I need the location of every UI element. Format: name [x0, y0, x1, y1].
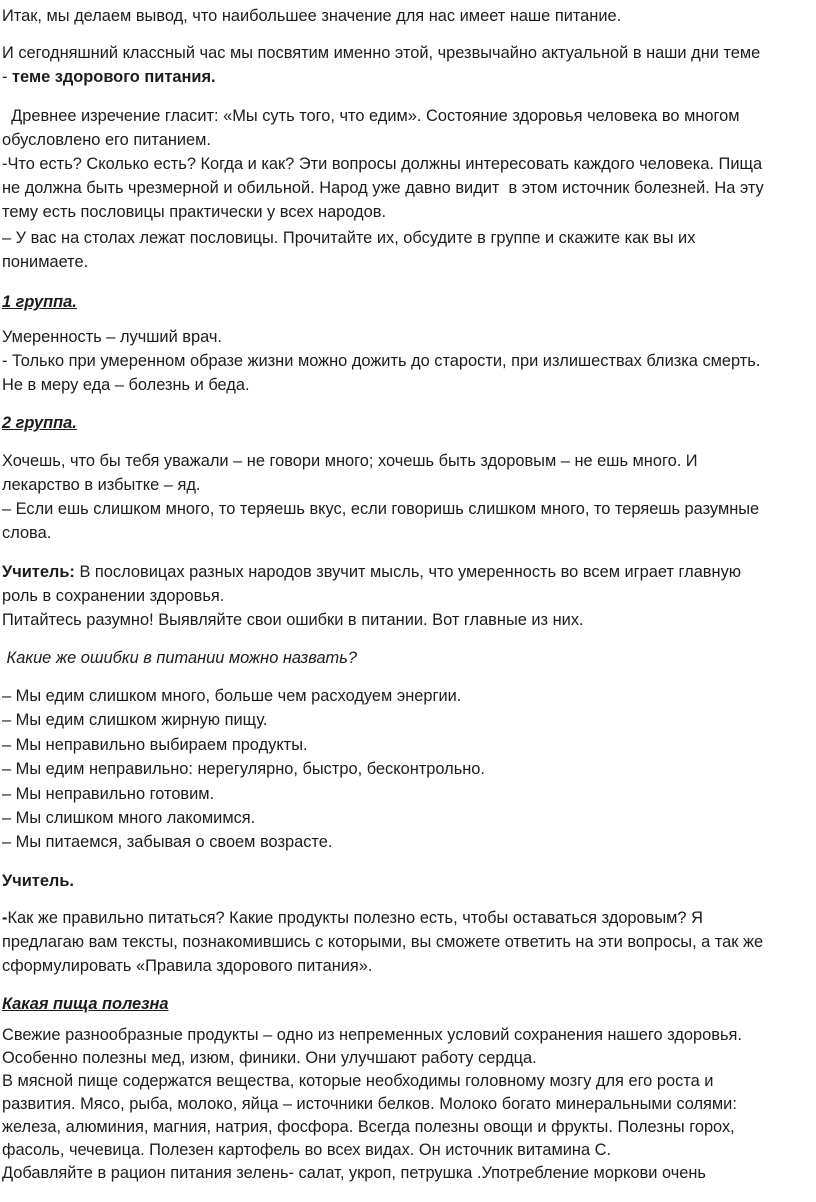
- useful-food-line: фасоль, чечевица. Полезен картофель во всех видах. Он источник витамина С.: [2, 1141, 612, 1159]
- paragraph-intro: Итак, мы делаем вывод, что наибольшее значение для нас имеет наше питание.: [2, 7, 622, 25]
- paragraph-topic-line-1: И сегодняшний классный час мы посвятим именно этой, чрезвычайно актуальной в наши дни теме: [2, 44, 761, 62]
- group-1-line-3: Не в меру еда – болезнь и беда.: [2, 376, 250, 394]
- paragraph-saying-line-4: не должна быть чрезмерной и обильной. Народ уже давно видит в этом источник болезней. На эту: [2, 179, 764, 197]
- mistake-item: – Мы неправильно готовим.: [2, 785, 215, 803]
- group-2-line-2: лекарство в избытке – яд.: [2, 476, 201, 494]
- useful-food-line: В мясной пище содержатся вещества, которые необходимы головному мозгу для его роста и: [2, 1072, 714, 1090]
- paragraph-saying-line-1: Древнее изречение гласит: «Мы суть того, что едим». Состояние здоровья человека во многом: [2, 107, 740, 125]
- mistake-item: – Мы едим слишком жирную пищу.: [2, 711, 268, 729]
- dash-prefix: -: [2, 909, 8, 927]
- useful-food-heading: Какая пища полезна: [2, 995, 169, 1013]
- teacher-2-line-2: предлагаю вам тексты, познакомившись с которыми, вы сможете ответить на эти вопросы, а так же: [2, 933, 764, 951]
- teacher-1-text: В пословицах разных народов звучит мысль, что умеренность во всем играет главную: [74, 563, 742, 581]
- group-2-line-4: слова.: [2, 524, 52, 542]
- teacher-1-line-1: [2, 560, 741, 584]
- teacher-2-label: Учитель.: [2, 872, 74, 890]
- teacher-2-text: Как же правильно питаться? Какие продукты полезно есть, чтобы оставаться здоровым? Я: [7, 909, 703, 927]
- useful-food-line: развития. Мясо, рыба, молоко, яйца – источники белков. Молоко богато минеральными солями:: [2, 1095, 737, 1113]
- paragraph-saying-line-5: тему есть пословицы практически у всех народов.: [2, 203, 386, 221]
- useful-food-line: Особенно полезны мед, изюм, финики. Они улучшают работу сердца.: [2, 1049, 537, 1067]
- useful-food-line: Свежие разнообразные продукты – одно из непременных условий сохранения нашего здоровья.: [2, 1026, 742, 1044]
- mistake-item: – Мы неправильно выбираем продукты.: [2, 736, 308, 754]
- paragraph-saying-line-2: обусловлено его питанием.: [2, 131, 211, 149]
- teacher-1-line-3: Питайтесь разумно! Выявляйте свои ошибки в питании. Вот главные из них.: [2, 611, 584, 629]
- paragraph-saying-line-7: понимаете.: [2, 253, 89, 271]
- group-2-heading: 2 группа.: [2, 414, 77, 432]
- mistake-item: – Мы едим слишком много, больше чем расходуем энергии.: [2, 687, 462, 705]
- mistake-item: – Мы слишком много лакомимся.: [2, 809, 256, 827]
- teacher-2-line-3: сформулировать «Правила здорового питания».: [2, 957, 373, 975]
- group-2-line-3: – Если ешь слишком много, то теряешь вкус, если говоришь слишком много, то теряешь разумные: [2, 500, 760, 518]
- group-1-proverb: Умеренность – лучший врач.: [2, 328, 222, 346]
- group-1-line-2: - Только при умеренном образе жизни можно дожить до старости, при излишествах близка смерть.: [2, 352, 761, 370]
- group-2-line-1: Хочешь, что бы тебя уважали – не говори много; хочешь быть здоровым – не ешь много. И: [2, 452, 698, 470]
- useful-food-line: железа, алюминия, магния, натрия, фосфора. Всегда полезны овощи и фрукты. Полезны горох,: [2, 1118, 735, 1136]
- paragraph-saying-line-6: – У вас на столах лежат пословицы. Прочитайте их, обсудите в группе и скажите как вы их: [2, 229, 696, 247]
- paragraph-topic-line-2: [2, 65, 216, 89]
- group-1-heading: 1 группа.: [2, 293, 77, 311]
- mistake-item: – Мы питаемся, забывая о своем возрасте.: [2, 833, 333, 851]
- useful-food-line: Добавляйте в рацион питания зелень- салат, укроп, петрушка .Употребление моркови очень: [2, 1164, 706, 1182]
- teacher-label: Учитель:: [2, 563, 75, 581]
- paragraph-saying-line-3: -Что есть? Сколько есть? Когда и как? Эти вопросы должны интересовать каждого человека. Пища: [2, 155, 763, 173]
- teacher-1-line-2: роль в сохранении здоровья.: [2, 587, 225, 605]
- question-line: Какие же ошибки в питании можно назвать?: [2, 649, 357, 667]
- teacher-2-line-1: [2, 906, 703, 930]
- mistake-item: – Мы едим неправильно: нерегулярно, быстро, бесконтрольно.: [2, 760, 485, 778]
- dash-prefix: -: [2, 68, 13, 86]
- topic-bold-text: теме здорового питания.: [12, 68, 216, 86]
